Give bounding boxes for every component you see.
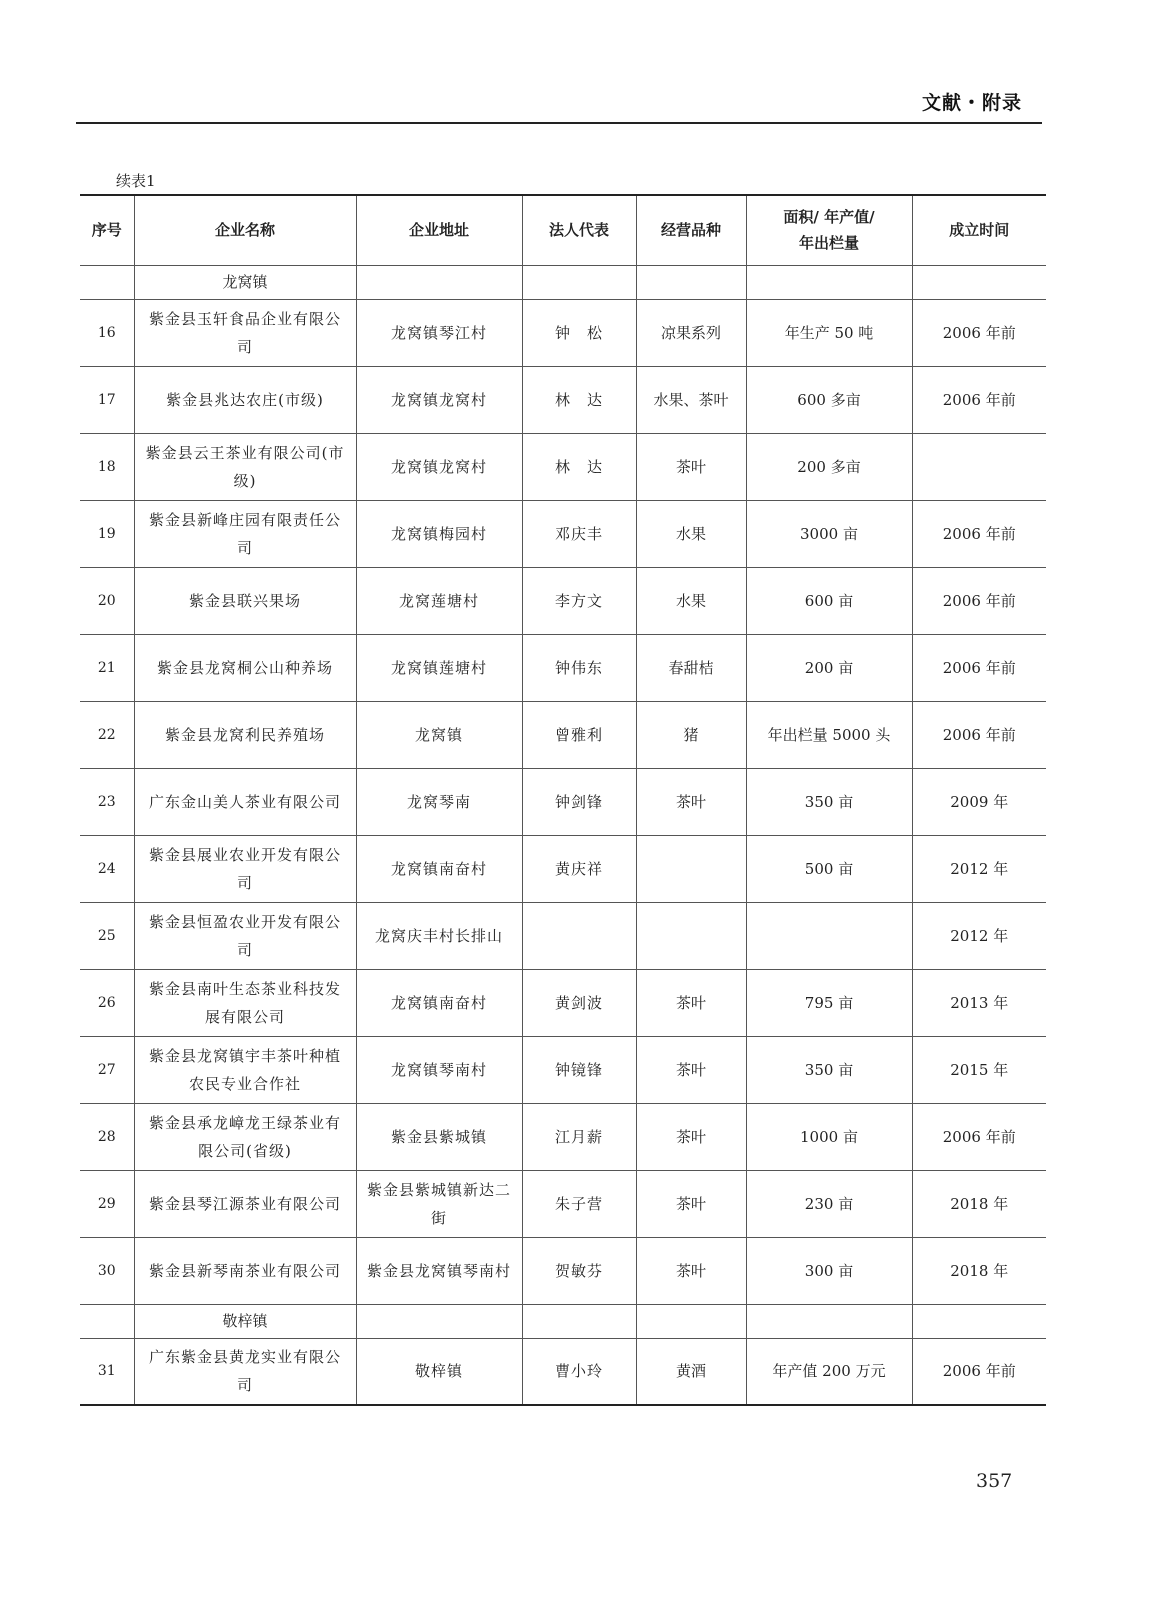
cell-enterprise-name: 紫金县新峰庄园有限责任公司 [134, 500, 356, 567]
cell-founded-time: 2006 年前 [912, 1338, 1046, 1405]
section-empty-cell [356, 1304, 522, 1338]
cell-legal-representative: 曹小玲 [522, 1338, 636, 1405]
cell-enterprise-address: 龙窝镇龙窝村 [356, 366, 522, 433]
table-row [80, 366, 1046, 433]
header-enterprise-name: 企业名称 [134, 195, 356, 265]
section-empty-cell [746, 265, 912, 299]
cell-founded-time: 2006 年前 [912, 701, 1046, 768]
cell-founded-time: 2013 年 [912, 969, 1046, 1036]
cell-enterprise-address: 紫金县紫城镇 [356, 1103, 522, 1170]
table-row [80, 1036, 1046, 1103]
section-empty-cell [356, 265, 522, 299]
cell-business-variety: 茶叶 [636, 1237, 746, 1304]
table-row [80, 634, 1046, 701]
cell-business-variety: 凉果系列 [636, 299, 746, 366]
cell-enterprise-name: 紫金县兆达农庄(市级) [134, 366, 356, 433]
cell-legal-representative: 江月薪 [522, 1103, 636, 1170]
table-row [80, 1338, 1046, 1405]
cell-founded-time: 2006 年前 [912, 299, 1046, 366]
table-row [80, 969, 1046, 1036]
cell-area-output [746, 902, 912, 969]
cell-enterprise-address: 龙窝镇莲塘村 [356, 634, 522, 701]
cell-business-variety: 茶叶 [636, 768, 746, 835]
cell-enterprise-address: 敬梓镇 [356, 1338, 522, 1405]
cell-founded-time: 2015 年 [912, 1036, 1046, 1103]
section-empty-cell [80, 1304, 134, 1338]
cell-area-output: 350 亩 [746, 768, 912, 835]
cell-business-variety: 猪 [636, 701, 746, 768]
cell-legal-representative: 林 达 [522, 366, 636, 433]
table-body [80, 265, 1046, 1405]
cell-legal-representative: 李方文 [522, 567, 636, 634]
cell-enterprise-address: 龙窝镇琴江村 [356, 299, 522, 366]
cell-founded-time: 2006 年前 [912, 500, 1046, 567]
cell-legal-representative: 黄剑波 [522, 969, 636, 1036]
table-section-row [80, 265, 1046, 299]
cell-founded-time: 2012 年 [912, 835, 1046, 902]
cell-serial-number: 19 [80, 500, 134, 567]
cell-enterprise-name: 紫金县龙窝桐公山种养场 [134, 634, 356, 701]
cell-area-output: 200 亩 [746, 634, 912, 701]
section-empty-cell [746, 1304, 912, 1338]
table-row [80, 500, 1046, 567]
cell-enterprise-address: 龙窝镇梅园村 [356, 500, 522, 567]
cell-founded-time: 2006 年前 [912, 567, 1046, 634]
table-row [80, 835, 1046, 902]
table-row [80, 567, 1046, 634]
cell-serial-number: 27 [80, 1036, 134, 1103]
cell-legal-representative: 钟伟东 [522, 634, 636, 701]
cell-enterprise-name: 紫金县恒盈农业开发有限公司 [134, 902, 356, 969]
cell-area-output: 600 亩 [746, 567, 912, 634]
cell-business-variety: 茶叶 [636, 1170, 746, 1237]
header-business-variety: 经营品种 [636, 195, 746, 265]
table-row [80, 1237, 1046, 1304]
cell-serial-number: 23 [80, 768, 134, 835]
header-serial-number: 序号 [80, 195, 134, 265]
header-rule [76, 122, 1042, 124]
cell-enterprise-name: 紫金县承龙嶂龙王绿茶业有限公司(省级) [134, 1103, 356, 1170]
cell-enterprise-address: 龙窝镇南奋村 [356, 835, 522, 902]
cell-business-variety: 茶叶 [636, 433, 746, 500]
cell-enterprise-name: 广东紫金县黄龙实业有限公司 [134, 1338, 356, 1405]
table-row [80, 902, 1046, 969]
cell-enterprise-name: 紫金县玉轩食品企业有限公司 [134, 299, 356, 366]
cell-area-output: 795 亩 [746, 969, 912, 1036]
header-area-output: 面积/ 年产值/ 年出栏量 [746, 195, 912, 265]
cell-enterprise-address: 龙窝庆丰村长排山 [356, 902, 522, 969]
cell-enterprise-address: 龙窝镇龙窝村 [356, 433, 522, 500]
cell-area-output: 230 亩 [746, 1170, 912, 1237]
cell-area-output: 350 亩 [746, 1036, 912, 1103]
cell-enterprise-address: 龙窝莲塘村 [356, 567, 522, 634]
cell-business-variety: 水果 [636, 500, 746, 567]
cell-serial-number: 17 [80, 366, 134, 433]
cell-serial-number: 30 [80, 1237, 134, 1304]
cell-enterprise-name: 紫金县南叶生态茶业科技发展有限公司 [134, 969, 356, 1036]
cell-legal-representative: 钟剑锋 [522, 768, 636, 835]
table-row [80, 768, 1046, 835]
section-empty-cell [522, 265, 636, 299]
table-row [80, 1103, 1046, 1170]
section-empty-cell [636, 265, 746, 299]
section-town-name: 龙窝镇 [134, 265, 356, 299]
cell-founded-time: 2018 年 [912, 1170, 1046, 1237]
cell-enterprise-address: 龙窝镇琴南村 [356, 1036, 522, 1103]
page-number: 357 [976, 1470, 1013, 1492]
enterprise-table [80, 194, 1046, 1406]
cell-legal-representative [522, 902, 636, 969]
table-continuation-label: 续表1 [116, 172, 156, 190]
cell-enterprise-name: 紫金县新琴南茶业有限公司 [134, 1237, 356, 1304]
cell-business-variety [636, 835, 746, 902]
cell-founded-time: 2006 年前 [912, 1103, 1046, 1170]
cell-legal-representative: 林 达 [522, 433, 636, 500]
cell-founded-time: 2006 年前 [912, 366, 1046, 433]
cell-area-output: 年产值 200 万元 [746, 1338, 912, 1405]
cell-founded-time: 2009 年 [912, 768, 1046, 835]
cell-legal-representative: 钟 松 [522, 299, 636, 366]
section-empty-cell [80, 265, 134, 299]
cell-enterprise-name: 紫金县龙窝镇宇丰茶叶种植农民专业合作社 [134, 1036, 356, 1103]
cell-serial-number: 28 [80, 1103, 134, 1170]
cell-legal-representative: 钟镜锋 [522, 1036, 636, 1103]
cell-serial-number: 29 [80, 1170, 134, 1237]
cell-area-output: 年出栏量 5000 头 [746, 701, 912, 768]
table-section-row [80, 1304, 1046, 1338]
table-row [80, 299, 1046, 366]
table-row [80, 701, 1046, 768]
cell-legal-representative: 朱子营 [522, 1170, 636, 1237]
section-town-name: 敬梓镇 [134, 1304, 356, 1338]
cell-serial-number: 25 [80, 902, 134, 969]
cell-legal-representative: 黄庆祥 [522, 835, 636, 902]
cell-founded-time: 2012 年 [912, 902, 1046, 969]
cell-founded-time [912, 433, 1046, 500]
cell-enterprise-address: 龙窝琴南 [356, 768, 522, 835]
header-founded-time: 成立时间 [912, 195, 1046, 265]
cell-enterprise-name: 紫金县云王茶业有限公司(市级) [134, 433, 356, 500]
cell-enterprise-name: 紫金县展业农业开发有限公司 [134, 835, 356, 902]
cell-enterprise-name: 紫金县联兴果场 [134, 567, 356, 634]
cell-area-output: 300 亩 [746, 1237, 912, 1304]
cell-area-output: 年生产 50 吨 [746, 299, 912, 366]
cell-legal-representative: 贺敏芬 [522, 1237, 636, 1304]
table-row [80, 433, 1046, 500]
cell-enterprise-name: 紫金县龙窝利民养殖场 [134, 701, 356, 768]
cell-enterprise-name: 广东金山美人茶业有限公司 [134, 768, 356, 835]
cell-serial-number: 22 [80, 701, 134, 768]
cell-serial-number: 26 [80, 969, 134, 1036]
header-enterprise-address: 企业地址 [356, 195, 522, 265]
section-empty-cell [912, 1304, 1046, 1338]
cell-business-variety: 春甜桔 [636, 634, 746, 701]
cell-enterprise-name: 紫金县琴江源茶业有限公司 [134, 1170, 356, 1237]
cell-enterprise-address: 紫金县龙窝镇琴南村 [356, 1237, 522, 1304]
section-empty-cell [912, 265, 1046, 299]
cell-founded-time: 2006 年前 [912, 634, 1046, 701]
running-head-title: 文献・附录 [921, 92, 1022, 114]
cell-legal-representative: 曾雅利 [522, 701, 636, 768]
table-header-row [80, 195, 1046, 265]
cell-serial-number: 24 [80, 835, 134, 902]
cell-business-variety: 黄酒 [636, 1338, 746, 1405]
cell-enterprise-address: 龙窝镇 [356, 701, 522, 768]
cell-business-variety: 水果 [636, 567, 746, 634]
cell-enterprise-address: 紫金县紫城镇新达二街 [356, 1170, 522, 1237]
cell-serial-number: 20 [80, 567, 134, 634]
cell-serial-number: 16 [80, 299, 134, 366]
cell-legal-representative: 邓庆丰 [522, 500, 636, 567]
cell-business-variety [636, 902, 746, 969]
cell-area-output: 1000 亩 [746, 1103, 912, 1170]
cell-area-output: 3000 亩 [746, 500, 912, 567]
section-empty-cell [522, 1304, 636, 1338]
cell-business-variety: 水果、茶叶 [636, 366, 746, 433]
header-legal-representative: 法人代表 [522, 195, 636, 265]
cell-area-output: 200 多亩 [746, 433, 912, 500]
cell-business-variety: 茶叶 [636, 1103, 746, 1170]
cell-serial-number: 31 [80, 1338, 134, 1405]
cell-enterprise-address: 龙窝镇南奋村 [356, 969, 522, 1036]
cell-area-output: 500 亩 [746, 835, 912, 902]
cell-area-output: 600 多亩 [746, 366, 912, 433]
cell-serial-number: 18 [80, 433, 134, 500]
section-empty-cell [636, 1304, 746, 1338]
cell-serial-number: 21 [80, 634, 134, 701]
cell-founded-time: 2018 年 [912, 1237, 1046, 1304]
cell-business-variety: 茶叶 [636, 1036, 746, 1103]
cell-business-variety: 茶叶 [636, 969, 746, 1036]
table-row [80, 1170, 1046, 1237]
